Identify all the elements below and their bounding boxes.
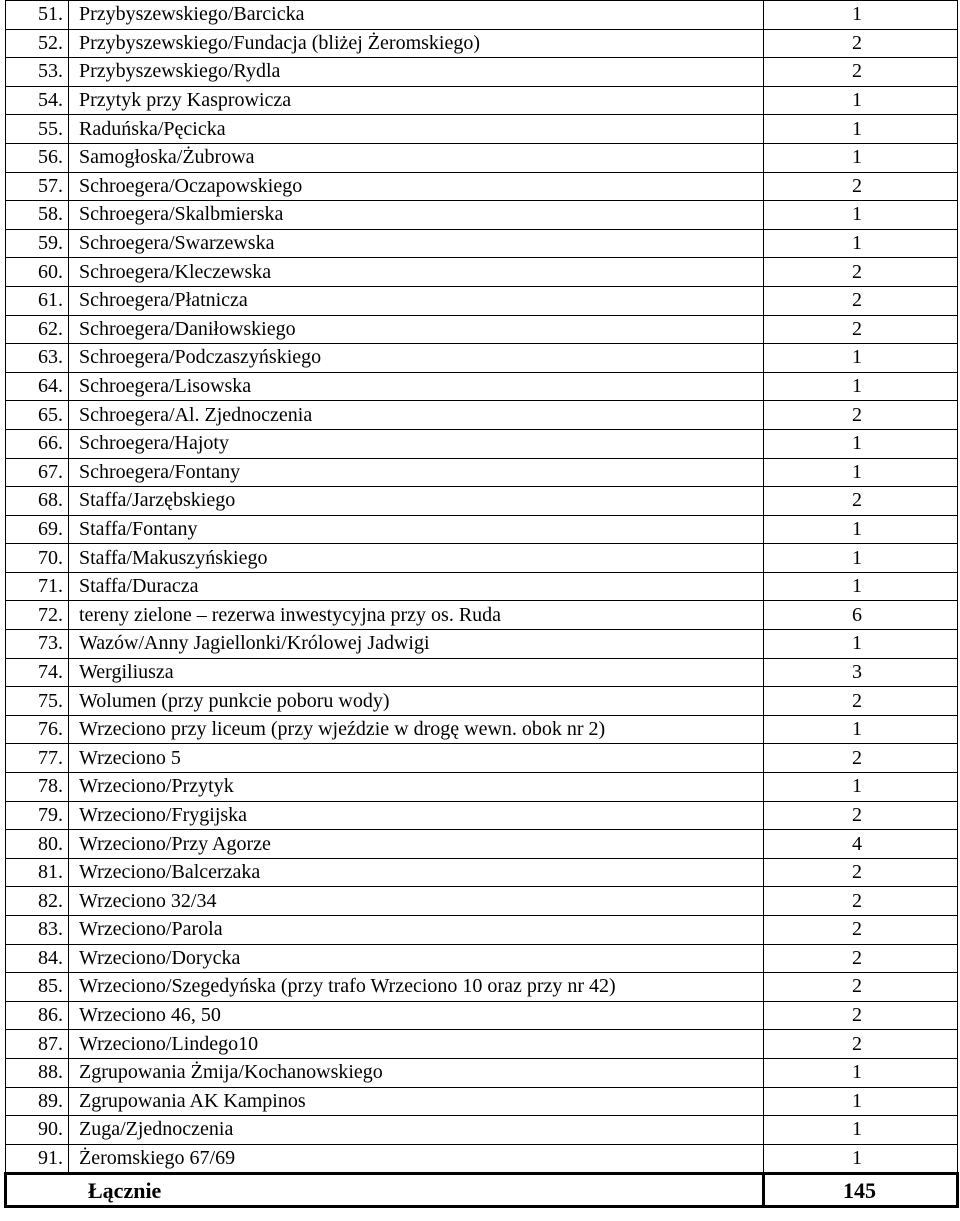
location-count: 2 — [764, 1030, 958, 1059]
location-name: Schroegera/Al. Zjednoczenia — [69, 401, 764, 430]
table-row — [6, 344, 958, 373]
location-count: 1 — [764, 429, 958, 458]
table-row — [6, 1058, 958, 1087]
location-count: 1 — [764, 86, 958, 115]
location-name: Wrzeciono/Przytyk — [69, 773, 764, 802]
table-row — [6, 572, 958, 601]
location-name: Zgrupowania AK Kampinos — [69, 1087, 764, 1116]
location-name: Schroegera/Daniłowskiego — [69, 315, 764, 344]
location-name: Wrzeciono/Przy Agorze — [69, 830, 764, 859]
table-row — [6, 115, 958, 144]
row-number: 65. — [6, 401, 69, 430]
row-number: 87. — [6, 1030, 69, 1059]
location-count: 2 — [764, 858, 958, 887]
location-count: 2 — [764, 487, 958, 516]
row-number: 53. — [6, 58, 69, 87]
location-name: Schroegera/Oczapowskiego — [69, 172, 764, 201]
location-name: Wazów/Anny Jagiellonki/Królowej Jadwigi — [69, 630, 764, 659]
document-page — [4, 0, 956, 1208]
location-name: Przytyk przy Kasprowicza — [69, 86, 764, 115]
row-number: 61. — [6, 286, 69, 315]
total-value: 145 — [764, 1174, 958, 1207]
row-number: 58. — [6, 201, 69, 230]
table-row — [6, 1001, 958, 1030]
row-number: 57. — [6, 172, 69, 201]
row-number: 55. — [6, 115, 69, 144]
row-number: 59. — [6, 229, 69, 258]
row-number: 83. — [6, 916, 69, 945]
table-row — [6, 487, 958, 516]
table-row — [6, 858, 958, 887]
table-row — [6, 29, 958, 58]
location-count: 3 — [764, 658, 958, 687]
location-count: 1 — [764, 715, 958, 744]
location-name: Schroegera/Płatnicza — [69, 286, 764, 315]
row-number: 69. — [6, 515, 69, 544]
table-row — [6, 773, 958, 802]
table-row — [6, 630, 958, 659]
table-row — [6, 544, 958, 573]
row-number: 52. — [6, 29, 69, 58]
row-number: 70. — [6, 544, 69, 573]
table-row — [6, 1144, 958, 1174]
row-number: 63. — [6, 344, 69, 373]
row-number: 84. — [6, 944, 69, 973]
location-name: Schroegera/Fontany — [69, 458, 764, 487]
location-count: 2 — [764, 944, 958, 973]
row-number: 75. — [6, 687, 69, 716]
location-count: 2 — [764, 286, 958, 315]
location-name: Wrzeciono 46, 50 — [69, 1001, 764, 1030]
table-row — [6, 744, 958, 773]
row-number: 51. — [6, 1, 69, 30]
location-count: 1 — [764, 773, 958, 802]
table-row — [6, 887, 958, 916]
location-count: 2 — [764, 1001, 958, 1030]
total-row — [6, 1174, 958, 1207]
location-name: Zgrupowania Żmija/Kochanowskiego — [69, 1058, 764, 1087]
row-number: 72. — [6, 601, 69, 630]
location-count: 2 — [764, 916, 958, 945]
table-row — [6, 601, 958, 630]
table-row — [6, 172, 958, 201]
location-count: 1 — [764, 458, 958, 487]
location-count: 1 — [764, 344, 958, 373]
row-number: 68. — [6, 487, 69, 516]
location-name: Wrzeciono przy liceum (przy wjeździe w drogę wewn. obok nr 2) — [69, 715, 764, 744]
location-count: 2 — [764, 172, 958, 201]
location-count: 4 — [764, 830, 958, 859]
location-count: 2 — [764, 58, 958, 87]
location-name: Wrzeciono/Parola — [69, 916, 764, 945]
location-name: Schroegera/Kleczewska — [69, 258, 764, 287]
location-name: Schroegera/Hajoty — [69, 429, 764, 458]
location-name: Przybyszewskiego/Rydla — [69, 58, 764, 87]
location-count: 1 — [764, 143, 958, 172]
table-row — [6, 286, 958, 315]
table-row — [6, 1, 958, 30]
row-number: 74. — [6, 658, 69, 687]
location-name: Wrzeciono/Lindego10 — [69, 1030, 764, 1059]
table-row — [6, 687, 958, 716]
total-label: Łącznie — [6, 1174, 764, 1207]
table-row — [6, 916, 958, 945]
location-count: 1 — [764, 515, 958, 544]
location-name: Wergiliusza — [69, 658, 764, 687]
table-row — [6, 944, 958, 973]
row-number: 56. — [6, 143, 69, 172]
row-number: 67. — [6, 458, 69, 487]
location-count: 2 — [764, 973, 958, 1002]
table-row — [6, 658, 958, 687]
row-number: 77. — [6, 744, 69, 773]
location-name: Wrzeciono/Szegedyńska (przy trafo Wrzeciono 10 oraz przy nr 42) — [69, 973, 764, 1002]
row-number: 81. — [6, 858, 69, 887]
row-number: 76. — [6, 715, 69, 744]
locations-table — [4, 0, 959, 1208]
table-row — [6, 258, 958, 287]
location-name: Żeromskiego 67/69 — [69, 1144, 764, 1174]
table-row — [6, 229, 958, 258]
table-row — [6, 429, 958, 458]
table-row — [6, 515, 958, 544]
location-count: 2 — [764, 744, 958, 773]
location-name: Wrzeciono/Frygijska — [69, 801, 764, 830]
row-number: 86. — [6, 1001, 69, 1030]
location-count: 2 — [764, 401, 958, 430]
location-name: Samogłoska/Żubrowa — [69, 143, 764, 172]
location-count: 2 — [764, 258, 958, 287]
row-number: 60. — [6, 258, 69, 287]
location-name: Wrzeciono 32/34 — [69, 887, 764, 916]
location-count: 1 — [764, 115, 958, 144]
table-footer — [6, 1174, 958, 1207]
table-row — [6, 86, 958, 115]
table-row — [6, 1030, 958, 1059]
table-row — [6, 458, 958, 487]
row-number: 91. — [6, 1144, 69, 1174]
row-number: 64. — [6, 372, 69, 401]
location-name: Przybyszewskiego/Fundacja (bliżej Żeromskiego) — [69, 29, 764, 58]
location-name: Przybyszewskiego/Barcicka — [69, 1, 764, 30]
table-row — [6, 973, 958, 1002]
table-row — [6, 143, 958, 172]
location-count: 1 — [764, 1116, 958, 1145]
location-count: 2 — [764, 687, 958, 716]
table-row — [6, 58, 958, 87]
location-count: 2 — [764, 315, 958, 344]
table-row — [6, 1087, 958, 1116]
row-number: 82. — [6, 887, 69, 916]
location-count: 1 — [764, 229, 958, 258]
location-count: 1 — [764, 201, 958, 230]
location-name: Wrzeciono/Dorycka — [69, 944, 764, 973]
location-name: Schroegera/Skalbmierska — [69, 201, 764, 230]
location-count: 1 — [764, 1, 958, 30]
table-row — [6, 1116, 958, 1145]
location-name: Staffa/Jarzębskiego — [69, 487, 764, 516]
row-number: 73. — [6, 630, 69, 659]
location-count: 1 — [764, 372, 958, 401]
location-count: 1 — [764, 544, 958, 573]
table-row — [6, 372, 958, 401]
location-name: Schroegera/Podczaszyńskiego — [69, 344, 764, 373]
location-count: 2 — [764, 801, 958, 830]
row-number: 71. — [6, 572, 69, 601]
row-number: 62. — [6, 315, 69, 344]
location-count: 1 — [764, 1087, 958, 1116]
row-number: 54. — [6, 86, 69, 115]
location-name: Wolumen (przy punkcie poboru wody) — [69, 687, 764, 716]
location-name: tereny zielone – rezerwa inwestycyjna przy os. Ruda — [69, 601, 764, 630]
table-row — [6, 830, 958, 859]
location-count: 1 — [764, 1144, 958, 1174]
location-name: Schroegera/Lisowska — [69, 372, 764, 401]
location-count: 6 — [764, 601, 958, 630]
row-number: 66. — [6, 429, 69, 458]
row-number: 88. — [6, 1058, 69, 1087]
row-number: 80. — [6, 830, 69, 859]
table-row — [6, 201, 958, 230]
row-number: 85. — [6, 973, 69, 1002]
location-name: Wrzeciono 5 — [69, 744, 764, 773]
location-name: Staffa/Duracza — [69, 572, 764, 601]
table-row — [6, 401, 958, 430]
table-row — [6, 315, 958, 344]
location-name: Raduńska/Pęcicka — [69, 115, 764, 144]
row-number: 89. — [6, 1087, 69, 1116]
location-count: 1 — [764, 1058, 958, 1087]
location-count: 1 — [764, 630, 958, 659]
row-number: 79. — [6, 801, 69, 830]
table-body — [6, 1, 958, 1174]
location-name: Staffa/Fontany — [69, 515, 764, 544]
table-row — [6, 715, 958, 744]
location-count: 2 — [764, 29, 958, 58]
location-count: 1 — [764, 572, 958, 601]
location-name: Staffa/Makuszyńskiego — [69, 544, 764, 573]
row-number: 90. — [6, 1116, 69, 1145]
location-name: Schroegera/Swarzewska — [69, 229, 764, 258]
row-number: 78. — [6, 773, 69, 802]
location-name: Wrzeciono/Balcerzaka — [69, 858, 764, 887]
location-count: 2 — [764, 887, 958, 916]
table-row — [6, 801, 958, 830]
location-name: Zuga/Zjednoczenia — [69, 1116, 764, 1145]
